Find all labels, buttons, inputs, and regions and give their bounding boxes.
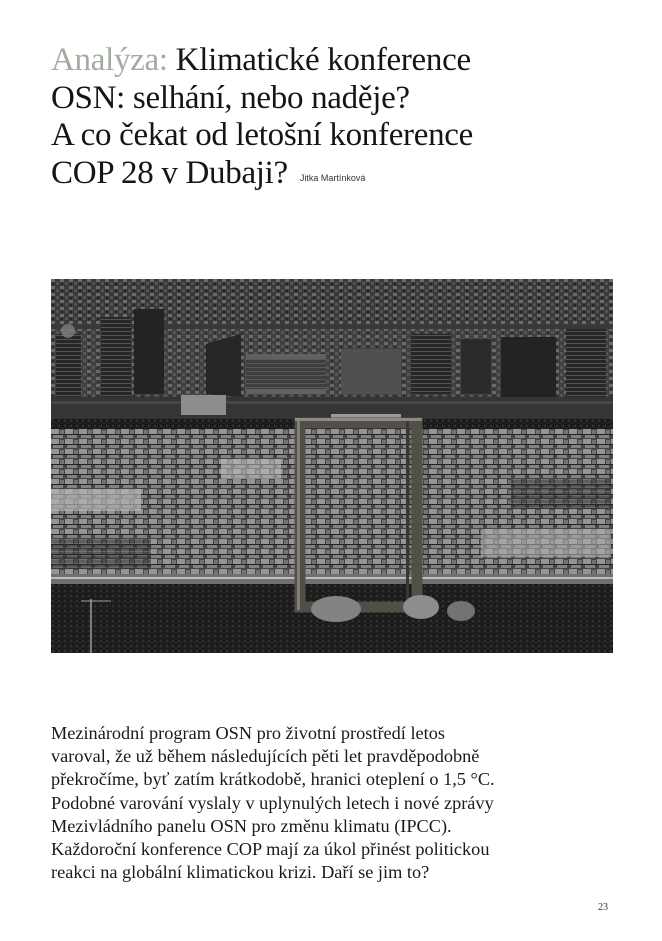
lead-line: varoval, že už během následujících pěti let pravděpodobně (51, 746, 480, 767)
lead-line: Mezivládního panelu OSN pro změnu klimatu (IPCC). (51, 815, 452, 836)
lead-paragraph (51, 722, 621, 884)
headline-kicker: Analýza: (51, 42, 168, 78)
dubai-frame-cityscape-image (51, 279, 613, 653)
author-byline: Jitka Martínková (299, 172, 366, 183)
lead-line: Podobné varování vyslaly v uplynulých letech i nové zprávy (51, 792, 494, 813)
article-headline (51, 42, 611, 197)
page-number: 23 (598, 902, 608, 913)
article-photo (51, 279, 613, 653)
headline-line-2: OSN: selhání, nebo naděje? (51, 79, 410, 116)
lead-line: překročíme, byť zatím krátkodobě, hranici oteplení o 1,5 °C. (51, 769, 495, 790)
lead-line: Mezinárodní program OSN pro životní prostředí letos (51, 723, 445, 743)
headline-line-3: A co čekat od letošní konference (51, 117, 473, 153)
lead-line: Každoroční konference COP mají za úkol přinést politickou (51, 839, 490, 860)
headline-line-4: COP 28 v Dubaji? (51, 154, 288, 191)
lead-line: reakci na globální klimatickou krizi. Daří se jim to? (51, 862, 430, 883)
headline-line-1: Klimatické konference (175, 42, 471, 78)
